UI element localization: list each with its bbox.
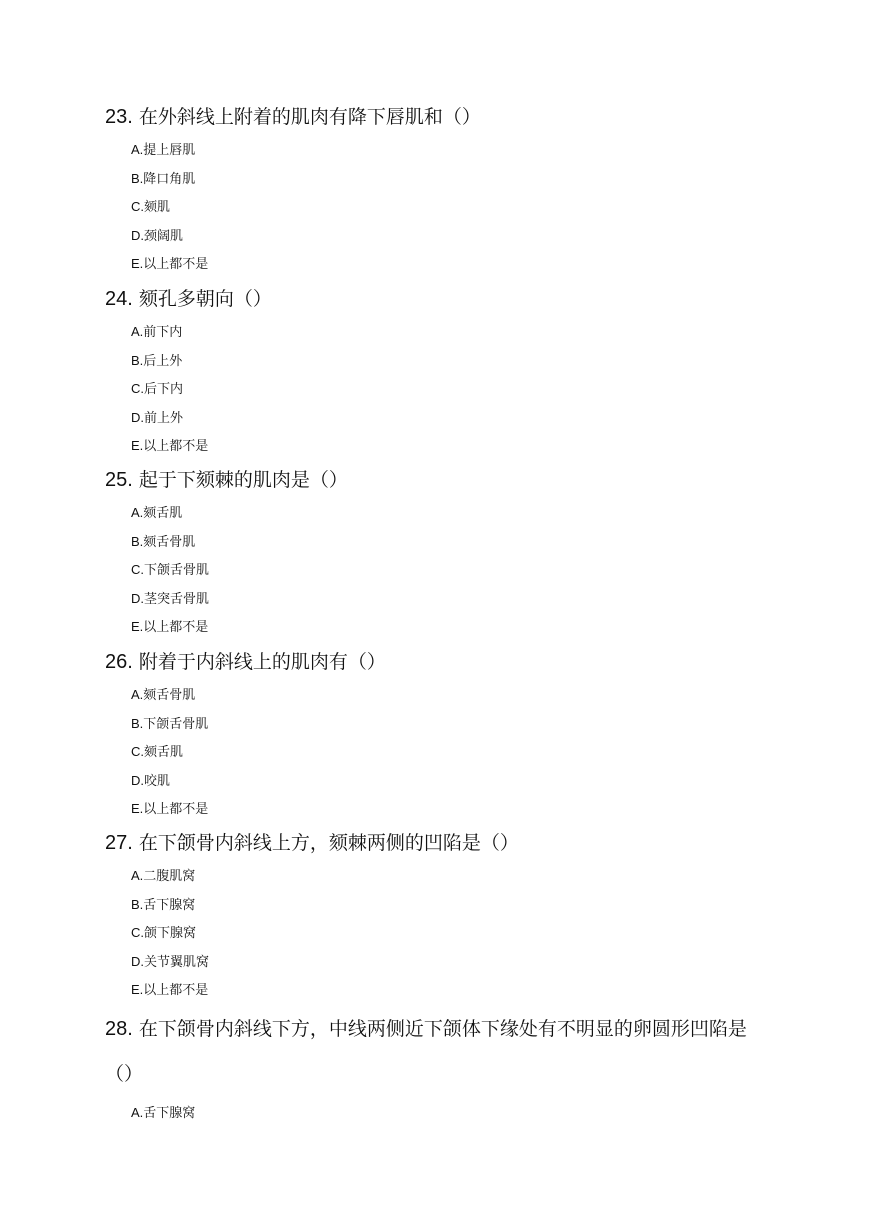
option-letter: C. [131,925,144,940]
question-27 [105,824,785,1005]
option-c [131,375,785,404]
option-a [131,499,785,528]
option-text: 二腹肌窝 [143,869,196,884]
option-e [131,432,785,461]
option-letter: D. [131,590,144,606]
option-text: 颏舌骨肌 [143,688,196,703]
options-list [105,318,785,461]
option-letter: C. [131,381,144,396]
question-title [105,1007,765,1097]
option-b [131,347,785,376]
option-text: 舌下腺窝 [143,1106,196,1121]
option-c [131,556,785,585]
option-e [131,613,785,642]
option-text: 以上都不是 [143,983,209,998]
option-text: 以上都不是 [143,257,209,272]
option-letter: A. [131,142,144,157]
option-c [131,738,785,767]
question-text: 颏孔多朝向（） [138,288,272,310]
option-text: 颏舌肌 [143,506,183,521]
option-text: 后上外 [143,353,183,369]
question-number: 26. [105,651,133,673]
option-a [131,862,785,891]
option-text: 后下内 [144,382,184,397]
option-letter: D. [131,953,144,969]
option-text: 颈阔肌 [144,228,184,244]
option-text: 咬肌 [144,773,171,789]
option-text: 茎突舌骨肌 [144,591,210,607]
option-letter: B. [131,896,144,912]
option-d [131,585,785,614]
option-text: 以上都不是 [143,620,209,635]
question-text: 在下颌骨内斜线上方，颏棘两侧的凹陷是（） [138,832,519,854]
question-text: 在下颌骨内斜线下方，中线两侧近下颌体下缘处有不明显的卵圆形凹陷是（） [105,1018,747,1085]
option-a [131,318,785,347]
option-text: 以上都不是 [143,439,209,454]
question-23 [105,98,785,279]
option-text: 下颌舌骨肌 [143,716,209,732]
option-letter: E. [131,982,144,997]
question-title [105,280,785,318]
option-text: 颌下腺窝 [144,926,197,941]
option-a [131,1099,765,1128]
option-d [131,767,785,796]
option-text: 前下内 [143,325,183,340]
option-e [131,250,785,279]
option-letter: A. [131,1105,144,1120]
option-b [131,710,785,739]
option-e [131,795,785,824]
question-text: 附着于内斜线上的肌肉有（） [138,651,386,673]
question-text: 起于下颏棘的肌肉是（） [138,469,348,491]
question-number: 25. [105,469,133,491]
options-list [105,136,785,279]
option-text: 降口角肌 [143,171,196,187]
option-b [131,165,785,194]
question-25 [105,461,785,642]
option-letter: E. [131,256,144,271]
options-list [105,499,785,642]
options-list [105,862,785,1005]
option-text: 颏舌肌 [144,745,184,760]
question-24 [105,280,785,461]
question-title [105,461,785,499]
option-letter: C. [131,562,144,577]
option-a [131,681,785,710]
option-letter: A. [131,868,144,883]
option-letter: A. [131,687,144,702]
option-text: 前上外 [144,410,184,426]
option-b [131,891,785,920]
option-letter: E. [131,438,144,453]
question-text: 在外斜线上附着的肌肉有降下唇肌和（） [138,106,481,128]
option-e [131,976,785,1005]
option-text: 关节翼肌窝 [144,954,210,970]
question-number: 24. [105,288,133,310]
option-text: 舌下腺窝 [143,897,196,913]
option-text: 颏舌骨肌 [143,534,196,550]
option-d [131,222,785,251]
option-letter: A. [131,505,144,520]
option-letter: B. [131,715,144,731]
question-title [105,98,785,136]
option-text: 提上唇肌 [143,143,196,158]
option-letter: A. [131,324,144,339]
option-letter: B. [131,352,144,368]
option-a [131,136,785,165]
option-letter: E. [131,801,144,816]
question-number: 28. [105,1018,133,1040]
question-title [105,824,785,862]
question-28 [105,1007,765,1128]
option-c [131,193,785,222]
options-list [105,1099,765,1128]
option-text: 下颌舌骨肌 [144,563,210,578]
option-letter: C. [131,744,144,759]
option-b [131,528,785,557]
option-letter: E. [131,619,144,634]
option-letter: D. [131,409,144,425]
option-letter: C. [131,199,144,214]
option-letter: D. [131,227,144,243]
option-letter: B. [131,170,144,186]
option-d [131,404,785,433]
option-text: 以上都不是 [143,802,209,817]
question-number: 23. [105,106,133,128]
option-text: 颏肌 [144,200,171,215]
options-list [105,681,785,824]
question-title [105,643,785,681]
option-c [131,919,785,948]
question-number: 27. [105,832,133,854]
option-letter: B. [131,533,144,549]
question-26 [105,643,785,824]
option-d [131,948,785,977]
option-letter: D. [131,772,144,788]
